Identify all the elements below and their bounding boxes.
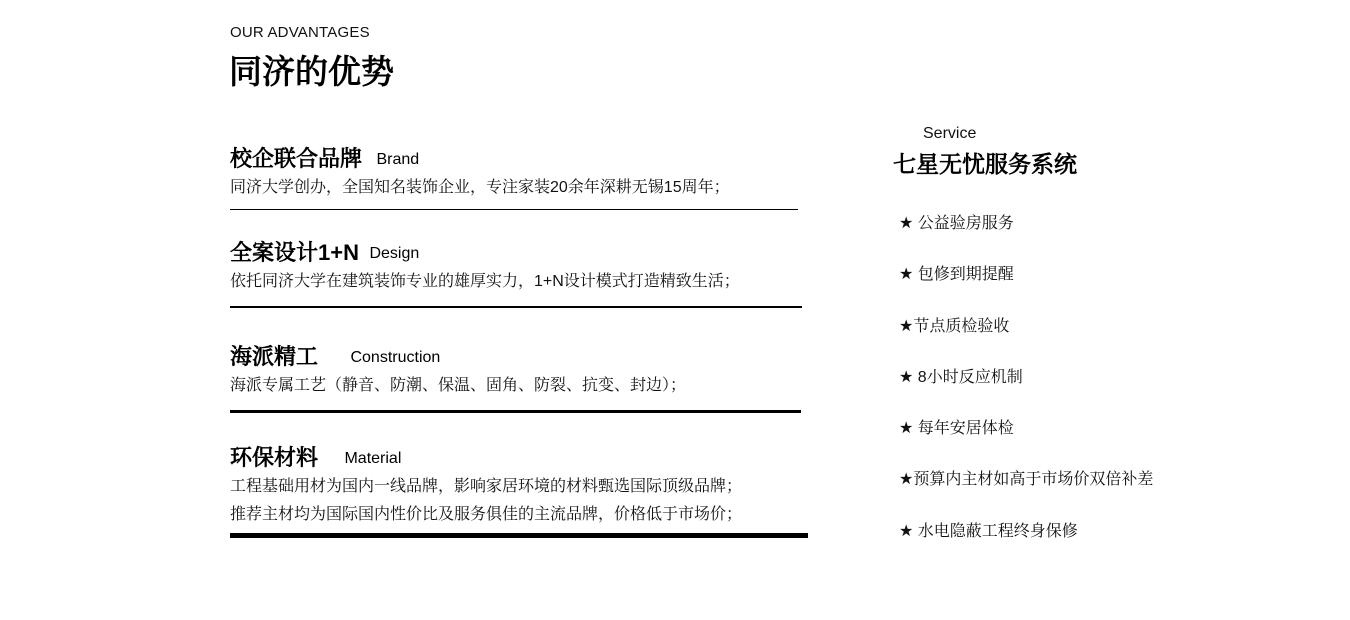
advantage-construction — [230, 340, 686, 400]
advantage-title: 全案设计1+N — [230, 240, 359, 265]
advantage-design — [230, 236, 740, 296]
advantage-brand — [230, 142, 730, 202]
service-list — [899, 212, 1153, 571]
section-eyebrow: OUR ADVANTAGES — [230, 24, 370, 41]
advantage-heading — [230, 441, 742, 473]
advantage-description: 海派专属工艺（静音、防潮、保温、固角、防裂、抗变、封边）； — [230, 377, 687, 394]
advantage-description: 工程基础用材为国内一线品牌，影响家居环境的材料甄选国际顶级品牌； — [230, 478, 743, 495]
advantage-subtitle: Material — [344, 450, 402, 467]
advantage-heading — [230, 142, 730, 174]
service-item: ★ 公益验房服务 — [899, 215, 1014, 232]
service-item: ★ 包修到期提醒 — [899, 266, 1014, 284]
advantage-title: 环保材料 — [230, 445, 319, 470]
advantage-title: 海派精工 — [230, 344, 319, 369]
advantage-subtitle: Brand — [376, 151, 420, 168]
advantage-material — [230, 441, 742, 529]
service-item: ★ 每年安居体检 — [899, 420, 1014, 438]
page-title: 同济的优势 — [229, 53, 394, 90]
advantage-description: 依托同济大学在建筑装饰专业的雄厚实力，1+N设计模式打造精致生活； — [230, 273, 740, 290]
divider — [230, 306, 802, 308]
advantage-title: 校企联合品牌 — [230, 146, 363, 171]
advantage-heading — [230, 340, 686, 372]
divider — [230, 533, 808, 538]
divider — [230, 410, 801, 413]
advantage-heading — [230, 236, 740, 268]
advantage-subtitle: Construction — [350, 349, 441, 366]
advantage-description: 推荐主材均为国际国内性价比及服务俱佳的主流品牌，价格低于市场价； — [230, 506, 743, 523]
service-item: ★节点质检验收 — [899, 317, 1010, 335]
service-title: 七星无忧服务系统 — [893, 151, 1077, 177]
service-item: ★ 水电隐蔽工程终身保修 — [899, 522, 1078, 540]
service-subtitle: Service — [923, 125, 977, 142]
divider — [230, 209, 798, 210]
advantage-subtitle: Design — [369, 245, 420, 262]
service-item: ★预算内主材如高于市场价双倍补差 — [899, 471, 1154, 489]
service-item: ★ 8小时反应机制 — [899, 368, 1023, 386]
advantage-description: 同济大学创办，全国知名装饰企业，专注家装20余年深耕无锡15周年； — [230, 179, 730, 196]
